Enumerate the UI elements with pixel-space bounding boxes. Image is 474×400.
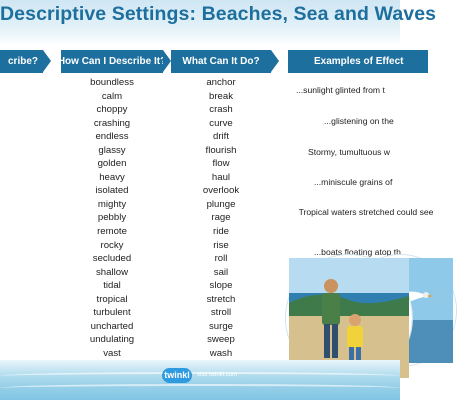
describe-word: rocky xyxy=(100,239,124,251)
example-text: ...boats floating atop th xyxy=(314,247,401,257)
action-word: crash xyxy=(209,104,233,116)
action-word: stroll xyxy=(210,307,232,319)
describe-word-list xyxy=(61,76,163,360)
describe-word: endless xyxy=(95,131,129,143)
action-word: break xyxy=(209,90,233,102)
example-text: ...miniscule grains of xyxy=(314,177,393,187)
describe-word: choppy xyxy=(96,104,128,116)
twinkl-url: visit twinkl.com xyxy=(197,372,238,378)
describe-word: mighty xyxy=(97,198,127,210)
describe-word: turbulent xyxy=(93,307,131,319)
describe-word: shallow xyxy=(96,266,128,278)
describe-word: secluded xyxy=(92,253,132,265)
header-arrow xyxy=(163,50,171,72)
describe-word: glassy xyxy=(98,144,126,156)
action-word: ride xyxy=(213,226,229,238)
describe-word: calm xyxy=(101,90,123,102)
twinkl-logo-badge: twinkl xyxy=(162,368,192,383)
action-word: stretch xyxy=(206,293,236,305)
describe-word: remote xyxy=(97,226,127,238)
action-word-list xyxy=(171,76,271,360)
describe-word: undulating xyxy=(89,334,135,346)
describe-word: heavy xyxy=(99,171,125,183)
action-word: wash xyxy=(209,347,233,359)
describe-word: pebbly xyxy=(97,212,127,224)
header-what-can-it-do: What Can It Do? xyxy=(171,50,271,73)
action-word: rage xyxy=(211,212,231,224)
describe-word: golden xyxy=(97,158,127,170)
page-title: Descriptive Settings: Beaches, Sea and Waves xyxy=(0,3,437,25)
example-text: Stormy, tumultuous w xyxy=(308,147,390,157)
action-word: surge xyxy=(209,320,233,332)
example-text: ...glistening on the xyxy=(324,116,394,126)
describe-word: crashing xyxy=(93,117,131,129)
wave-decoration xyxy=(0,384,400,392)
example-text: ...sunlight glinted from t xyxy=(296,85,385,95)
action-word: flourish xyxy=(205,144,237,156)
action-word: rise xyxy=(213,239,229,251)
action-word: sail xyxy=(213,266,229,278)
action-word: overlook xyxy=(202,185,240,197)
action-word: haul xyxy=(211,171,231,183)
header-how-describe: How Can I Describe It? xyxy=(61,50,163,73)
example-text: Tropical waters stretched could see xyxy=(298,207,434,217)
describe-word: tropical xyxy=(96,293,128,305)
describe-word: boundless xyxy=(90,77,134,88)
describe-word: uncharted xyxy=(90,320,134,332)
action-word: anchor xyxy=(206,77,236,88)
header-arrow xyxy=(43,50,51,72)
action-word: curve xyxy=(209,117,233,129)
describe-word: tidal xyxy=(103,280,121,292)
header-describe-partial: cribe? xyxy=(0,50,43,73)
action-word: flow xyxy=(212,158,230,170)
action-word: drift xyxy=(213,131,229,143)
examples-column xyxy=(288,76,434,257)
describe-word: isolated xyxy=(95,185,129,197)
action-word: plunge xyxy=(206,198,236,210)
action-word: slope xyxy=(209,280,233,292)
header-examples-of-effect: Examples of Effect xyxy=(288,50,428,73)
action-word: sweep xyxy=(207,334,235,346)
describe-word: vast xyxy=(103,347,121,359)
header-arrow xyxy=(271,50,279,72)
twinkl-logo xyxy=(162,367,237,383)
action-word: roll xyxy=(214,253,228,265)
